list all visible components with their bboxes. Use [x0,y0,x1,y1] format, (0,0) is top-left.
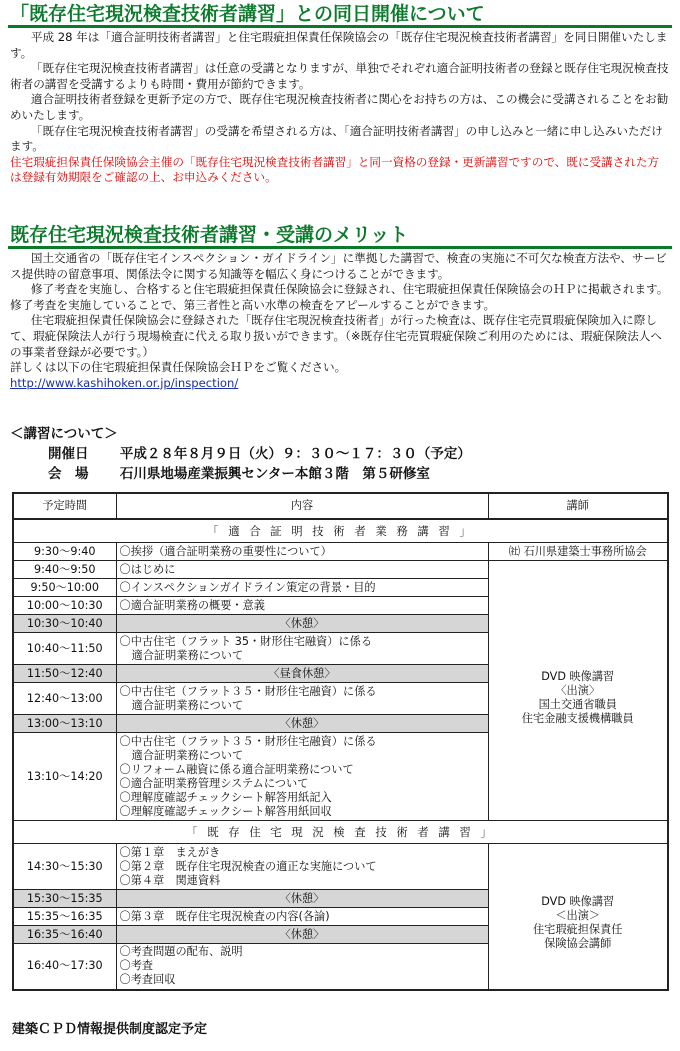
session-title: 「 既 存 住 宅 現 況 検 査 技 術 者 講 習 」 [13,821,668,844]
lecturer-cell [488,844,668,990]
lecturer-cell [488,561,668,821]
content-line: 適合証明業務について [131,698,244,712]
time-cell: 14:30～15:30 [13,844,116,890]
session-title: 「 適 合 証 明 技 術 者 業 務 講 習 」 [13,519,668,543]
date-value: 平成２８年８月９日（火）９：３０～１７：３０（予定） [119,446,471,462]
content-line: 〇第１章 まえがき [119,845,221,859]
time-cell: 15:35～16:35 [13,908,116,926]
break-cell: 〈休憩〉 [116,615,488,633]
section1-body [10,30,670,186]
time-cell: 9:50～10:00 [13,579,116,597]
header-time: 予定時間 [13,493,116,519]
content-line: 〇適合証明業務の概要・意義 [119,598,265,612]
content-cell [116,597,488,615]
section1-paragraph: 平成 28 年は「適合証明技術者講習」と住宅瑕疵担保責任保険協会の「既存住宅現況検査技術者講習」を同日開催いたします。 [10,30,668,60]
lecturer-line: 住宅瑕疵担保責任 [532,923,623,937]
section2-paragraph: 修了考査を実施し、合格すると住宅瑕疵担保責任保険協会に登録され、住宅瑕疵担保責任保険協会のＨＰに掲載されます。修了考査を実施していることで、第三者性と高い水準の検査をアピールすることができます。 [10,282,669,312]
content-cell [116,683,488,715]
lecturer-line: DVD 映像講習 [541,895,615,909]
hp-link[interactable]: http://www.kashihoken.or.jp/inspection/ [10,375,239,390]
content-line: 〇第３章 既存住宅現況検査の内容(各論) [119,909,330,923]
content-line: 〇第４章 関連資料 [119,873,221,887]
section2-paragraph: 国土交通省の「既存住宅インスペクション・ガイドライン」に準拠した講習で、検査の実施に不可欠な検査方法や、サービス提供時の留意事項、関係法令に関する知識等を幅広く身につけることができます。 [10,251,667,281]
section1-paragraph: 「既存住宅現況検査技術者講習」は任意の受講となりますが、単独でそれぞれ適合証明技術者の登録と既存住宅現況検査技術者の講習を受講するよりも時間・費用が節約できます。 [10,61,669,91]
section1-paragraph: 「既存住宅現況検査技術者講習」の受講を希望される方は、「適合証明技術者講習」の申し込みと一緒に申し込みいただけます。 [10,123,663,154]
break-cell: 〈休憩〉 [116,715,488,733]
session-row [13,821,668,844]
lecturer-line: ＜出演＞ [555,909,601,923]
lecturer-line: DVD 映像講習 [541,669,615,683]
section1-heading: 「既存住宅現況検査技術者講習」との同日開催について [8,2,672,26]
section2-body [10,251,670,391]
date-label: 開催日 [48,446,89,462]
content-line: 〇挨拶（適合証明業務の重要性について） [119,544,332,558]
heading-underline [8,25,672,28]
content-line: 〇第２章 既存住宅現況検査の適正な実施について [119,859,377,873]
content-line: 〇考査問題の配布、説明 [119,945,243,959]
table-row [13,844,668,890]
content-cell [116,944,488,990]
content-cell [116,733,488,821]
section2-heading: 既存住宅現況検査技術者講習・受講のメリット [8,223,672,247]
heading-underline [8,246,672,249]
time-cell: 10:30～10:40 [13,615,116,633]
section2-paragraph: 住宅瑕疵担保責任保険協会に登録された「既存住宅現況検査技術者」が行った検査は、既存住宅売買瑕疵保険加入に際して、瑕疵保険法人が行う現場検査に代える取り扱いができます。（※既存住宅売買瑕疵保険ご利用のためには、瑕疵保険法人への事業者登録が必要です。） [10,313,663,359]
break-cell: 〈昼食休憩〉 [116,665,488,683]
content-line: 〇インスペクションガイドライン策定の背景・目的 [119,580,376,594]
header-content: 内容 [116,493,488,519]
lecturer-line: 〈出演〉 [555,683,601,697]
time-cell: 10:40～11:50 [13,633,116,665]
event-title: ＜講習について＞ [10,426,118,442]
content-line: 〇はじめに [119,562,176,576]
time-cell: 9:30～9:40 [13,543,116,561]
content-cell [116,543,488,561]
time-cell: 10:00～10:30 [13,597,116,615]
time-cell: 13:10～14:20 [13,733,116,821]
content-line: 〇考査 [119,959,154,973]
session-row [13,519,668,543]
lecturer-line: 保険協会講師 [544,937,612,951]
time-cell: 16:35～16:40 [13,926,116,944]
content-line: 〇理解度確認チェックシート解答用紙記入 [119,790,332,804]
venue-label: 会 場 [48,466,89,482]
cpd-footer: 建築ＣＰＤ情報提供制度認定予定 [12,1022,208,1037]
lecturer-cell: ㈳ 石川県建築士事務所協会 [488,543,668,561]
lecturer-line: 国土交通省職員 [538,697,617,711]
break-cell: 〈休憩〉 [116,890,488,908]
content-cell [116,844,488,890]
content-line: 〇適合証明業務管理システムについて [119,776,309,790]
content-line: 〇理解度確認チェックシート解答用紙回収 [119,804,332,818]
header-lecturer: 講師 [488,493,668,519]
content-line: 適合証明業務について [131,648,244,662]
time-cell: 12:40～13:00 [13,683,116,715]
table-row [13,543,668,561]
content-line: 〇考査回収 [119,973,176,987]
event-info [10,424,471,484]
content-line: 〇中古住宅（フラット 35・財形住宅融資）に係る [119,634,373,648]
time-cell: 15:30～15:35 [13,890,116,908]
content-line: 〇リフォーム融資に係る適合証明業務について [119,762,354,776]
content-line: 〇中古住宅（フラット３５・財形住宅融資）に係る [119,684,377,698]
table-header-row [13,493,668,519]
content-cell [116,908,488,926]
time-cell: 9:40～9:50 [13,561,116,579]
content-line: 適合証明業務について [131,748,244,762]
content-cell [116,561,488,579]
content-line: 〇中古住宅（フラット３５・財形住宅融資）に係る [119,734,377,748]
content-cell [116,633,488,665]
time-cell: 16:40～17:30 [13,944,116,990]
time-cell: 13:00～13:10 [13,715,116,733]
section2-paragraph: 詳しくは以下の住宅瑕疵担保責任保険協会ＨＰをご覧ください。 [10,360,347,375]
section1-paragraph: 適合証明技術者登録を更新予定の方で、既存住宅現況検査技術者に関心をお持ちの方は、この機会に受講されることをお勧めいたします。 [10,92,669,122]
time-cell: 11:50～12:40 [13,665,116,683]
table-row [13,561,668,579]
lecturer-line: 住宅金融支援機構職員 [521,711,634,725]
venue-value: 石川県地場産業振興センター本館３階 第５研修室 [119,466,430,482]
content-cell [116,579,488,597]
section1-notice-red: 住宅瑕疵担保責任保険協会主催の「既存住宅現況検査技術者講習」と同一資格の登録・更新講習ですので、既に受講された方は登録有効期限をご確認の上、お申込みください。 [10,154,660,185]
schedule-table [12,492,669,991]
break-cell: 〈休憩〉 [116,926,488,944]
